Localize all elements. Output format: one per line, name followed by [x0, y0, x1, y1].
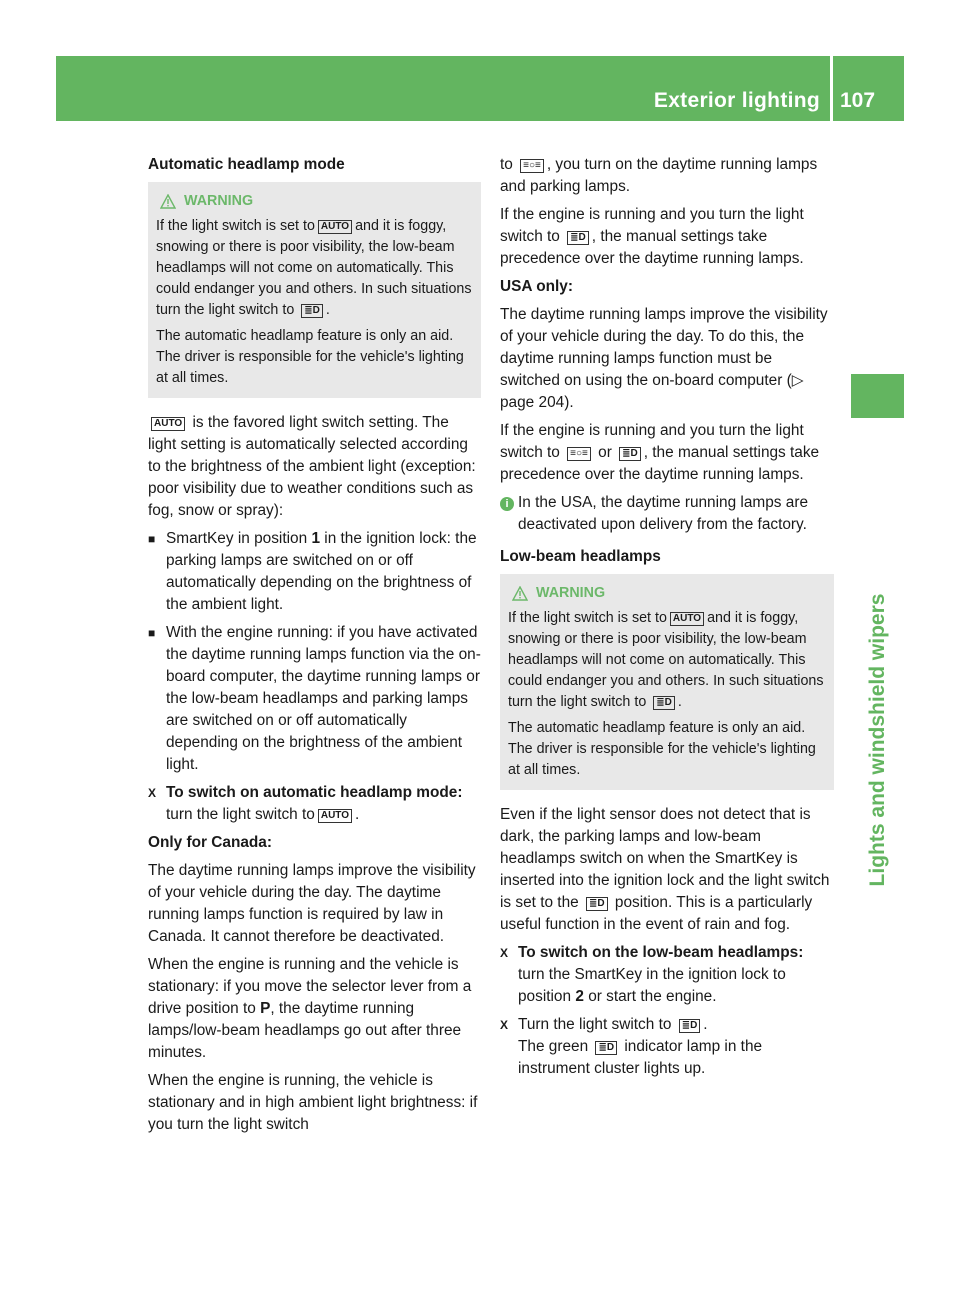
step-title: To switch on automatic headlamp mode:: [166, 784, 463, 801]
parking-lamp-icon: ≡○≡: [567, 447, 591, 461]
text: .: [703, 1016, 708, 1033]
text: , the manual settings take precedence over the daytime running lamps.: [500, 228, 804, 267]
instruction-step: [148, 782, 481, 826]
paragraph: [500, 204, 834, 270]
section-tab: [851, 374, 904, 418]
info-note: [500, 492, 834, 536]
warning-text: The automatic headlamp feature is only an aid. The driver is responsible for the vehicle's lighting at all times.: [156, 328, 464, 386]
warning-icon: [512, 586, 528, 601]
auto-icon: AUTO: [318, 220, 352, 234]
text: In the USA, the daytime running lamps are deactivated upon delivery from the factory.: [518, 494, 809, 533]
position-number: 1: [311, 530, 320, 547]
paragraph: [148, 954, 481, 1064]
page-ref-arrow-icon: ▷: [791, 372, 804, 389]
warning-title: [508, 583, 826, 604]
low-beam-icon: ≣D: [653, 696, 675, 710]
text: .: [325, 302, 330, 318]
paragraph: [148, 412, 481, 522]
warning-icon: [160, 194, 176, 209]
text: If the light switch is set to: [156, 218, 315, 234]
paragraph: [500, 804, 834, 936]
page-title: Exterior lighting: [653, 89, 820, 112]
text: If the engine is running and you turn the light switch to: [500, 422, 804, 461]
text: , you turn on the daytime running lamps and parking lamps.: [500, 156, 818, 195]
text: , the manual settings take precedence over the daytime running lamps.: [500, 444, 820, 483]
right-column: [500, 154, 834, 1086]
low-beam-icon: ≣D: [586, 897, 608, 911]
gear-position: P: [260, 1000, 271, 1017]
text: If the light switch is set to: [508, 610, 667, 626]
warning-label: WARNING: [536, 585, 606, 601]
text: [518, 1014, 834, 1080]
text: .: [355, 806, 360, 823]
warning-text: [508, 608, 826, 713]
text: indicator lamp in the instrument cluster lights up.: [518, 1038, 763, 1077]
info-icon: i: [500, 492, 518, 536]
instruction-step: [500, 1014, 834, 1080]
auto-icon: AUTO: [670, 612, 704, 626]
text: turn the light switch to: [166, 806, 315, 823]
step-arrow-icon: X: [500, 946, 509, 960]
low-beam-icon: ≣D: [595, 1041, 617, 1055]
warning-box: [500, 574, 834, 790]
text: or start the engine.: [588, 988, 717, 1005]
paragraph: The daytime running lamps improve the visibility of your vehicle during the day. The daytime running lamps function is required by law in Canada. It cannot therefore be deactivated.: [148, 862, 476, 945]
list-item: [148, 528, 481, 616]
warning-box: [148, 182, 481, 398]
auto-icon: AUTO: [151, 417, 185, 431]
left-column: [148, 154, 481, 1142]
section-heading: Automatic headlamp mode: [148, 156, 345, 173]
text: position. This is a particularly useful function in the event of rain and fog.: [500, 894, 813, 933]
section-label: Lights and windshield wipers: [866, 593, 889, 887]
bullet-icon: ■: [148, 532, 156, 546]
paragraph: [500, 304, 834, 414]
text: [518, 942, 834, 1008]
text: to: [500, 156, 513, 173]
text: The daytime running lamps improve the visibility of your vehicle during the day. To do this, the daytime running lamps function must be switched on using the on-board computer (: [500, 306, 828, 389]
page-number: 107: [840, 89, 876, 112]
text: or: [598, 444, 612, 461]
text: in the ignition lock: the parking lamps are switched on or off automatically depending on the brightness of the ambient light.: [166, 530, 477, 613]
subheading: Only for Canada:: [148, 834, 272, 851]
warning-label: WARNING: [184, 193, 254, 209]
warning-title: [156, 191, 473, 212]
parking-lamp-icon: ≡○≡: [520, 159, 544, 173]
text: [166, 528, 481, 616]
text: Even if the light sensor does not detect that is dark, the parking lamps and low-beam headlamps switch on when the SmartKey is inserted into the ignition lock and the light switch is set to the: [500, 806, 830, 911]
section-heading: Low-beam headlamps: [500, 548, 661, 565]
paragraph: [500, 154, 834, 198]
text: .: [677, 694, 682, 710]
text: Turn the light switch to: [518, 1016, 672, 1033]
text: , the daytime running lamps/low-beam headlamps go out after three minutes.: [148, 1000, 462, 1061]
text: and it is foggy, snowing or there is poor visibility, the low-beam headlamps will not come on automatically. This could endanger you and others. In such situations turn the light switch to: [508, 610, 824, 710]
instruction-step: [500, 942, 834, 1008]
bullet-icon: ■: [148, 626, 156, 640]
text: [166, 782, 481, 826]
step-title: To switch on the low-beam headlamps:: [518, 944, 804, 961]
low-beam-icon: ≣D: [679, 1019, 701, 1033]
header-separator: [830, 56, 833, 121]
text: and it is foggy, snowing or there is poor visibility, the low-beam headlamps will not come on automatically. This could endanger you and others. In such situations turn the light switch to: [156, 218, 472, 318]
text: turn the SmartKey in the ignition lock to position: [518, 966, 786, 1005]
position-number: 2: [575, 988, 584, 1005]
low-beam-icon: ≣D: [619, 447, 641, 461]
low-beam-icon: ≣D: [301, 304, 323, 318]
text: With the engine running: if you have activated the daytime running lamps function via the on-board computer, the daytime running lamps or the low-beam headlamps and parking lamps are switched on or off automatically depending on the brightness of the ambient light.: [166, 624, 481, 773]
text: SmartKey in position: [166, 530, 308, 547]
warning-text: [156, 216, 473, 321]
warning-text: The automatic headlamp feature is only an aid. The driver is responsible for the vehicle's lighting at all times.: [508, 720, 816, 778]
list-item: [148, 622, 481, 776]
text: When the engine is running and the vehicle is stationary: if you move the selector lever from a drive position to: [148, 956, 472, 1017]
auto-icon: AUTO: [318, 809, 352, 823]
text: If the engine is running and you turn the light switch to: [500, 206, 804, 245]
text: is the favored light switch setting. The light setting is automatically selected according to the brightness of the ambient light (exception: poor visibility due to weather conditions such as fog, snow or spray):: [148, 414, 476, 519]
text: page 204).: [500, 394, 574, 411]
low-beam-icon: ≣D: [567, 231, 589, 245]
subheading: USA only:: [500, 278, 573, 295]
text: The green: [518, 1038, 589, 1055]
paragraph: [500, 420, 834, 486]
paragraph: When the engine is running, the vehicle is stationary and in high ambient light brightness: if you turn the light switch: [148, 1072, 478, 1133]
step-arrow-icon: X: [500, 1018, 509, 1032]
step-arrow-icon: X: [148, 786, 157, 800]
